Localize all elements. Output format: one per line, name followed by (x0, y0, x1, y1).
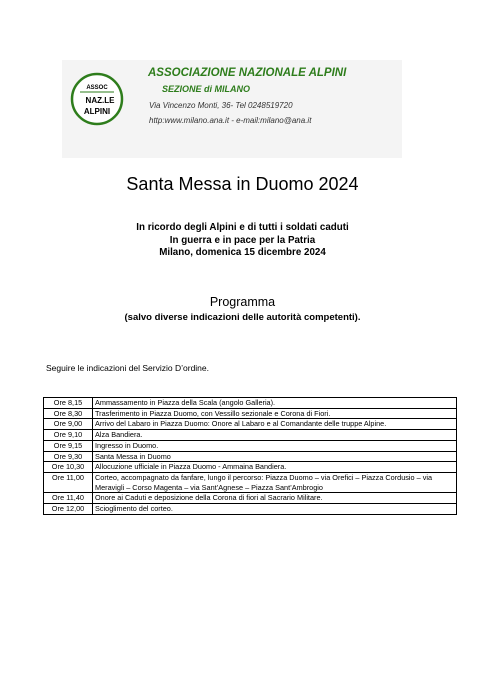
association-name: ASSOCIAZIONE NAZIONALE ALPINI (148, 67, 347, 79)
schedule-table (43, 397, 457, 515)
table-row (44, 472, 457, 492)
time-cell: Ore 12,00 (44, 504, 93, 515)
intro-line: Milano, domenica 15 dicembre 2024 (159, 247, 326, 258)
time-cell: Ore 11,00 (44, 472, 93, 492)
activity-cell: Ammassamento in Piazza della Scala (angolo Galleria). (93, 398, 457, 409)
activity-cell: Arrivo del Labaro in Piazza Duomo: Onore al Labaro e al Comandante delle truppe Alpine. (93, 419, 457, 430)
activity-cell: Allocuzione ufficiale in Piazza Duomo - Ammaina Bandiera. (93, 462, 457, 473)
ana-logo (70, 72, 124, 126)
time-cell: Ore 9,30 (44, 451, 93, 462)
table-row (44, 451, 457, 462)
address: Via Vincenzo Monti, 36- Tel 0248519720 (149, 101, 293, 110)
intro (0, 222, 485, 260)
activity-cell: Corteo, accompagnato da fanfare, lungo il percorso: Piazza Duomo – via Orefici – Piazza Cordusio – via Meravigli – Corso Magenta – via Sant’Agnese – Piazza Sant’Ambrogio (93, 472, 457, 492)
page-title: Santa Messa in Duomo 2024 (126, 174, 359, 194)
table-row (44, 398, 457, 409)
section-name: SEZIONE di MILANO (162, 84, 251, 94)
time-cell: Ore 9,10 (44, 430, 93, 441)
time-cell: Ore 9,15 (44, 440, 93, 451)
logo-alpini-text: ALPINI (83, 107, 111, 116)
table-row (44, 408, 457, 419)
program-subtitle: (salvo diverse indicazioni delle autorità competenti). (124, 312, 361, 323)
program-title: Programma (209, 295, 276, 309)
logo-naz-text: NAZ.LE (85, 96, 115, 105)
service-note: Seguire le indicazioni del Servizio D’ordine. (46, 363, 210, 373)
table-row (44, 504, 457, 515)
intro-line: In ricordo degli Alpini e di tutti i soldati caduti (136, 222, 349, 233)
activity-cell: Santa Messa in Duomo (93, 451, 457, 462)
time-cell: Ore 9,00 (44, 419, 93, 430)
time-cell: Ore 10,30 (44, 462, 93, 473)
activity-cell: Alza Bandiera. (93, 430, 457, 441)
activity-cell: Trasferimento in Piazza Duomo, con Vessillo sezionale e Corona di Fiori. (93, 408, 457, 419)
activity-cell: Ingresso in Duomo. (93, 440, 457, 451)
table-row (44, 493, 457, 504)
table-row (44, 430, 457, 441)
activity-cell: Scioglimento del corteo. (93, 504, 457, 515)
time-cell: Ore 8,15 (44, 398, 93, 409)
time-cell: Ore 11,40 (44, 493, 93, 504)
time-cell: Ore 8,30 (44, 408, 93, 419)
logo-top-text: ASSOC (86, 85, 108, 91)
activity-cell: Onore ai Caduti e deposizione della Corona di fiori al Sacrario Militare. (93, 493, 457, 504)
table-row (44, 462, 457, 473)
table-row (44, 440, 457, 451)
intro-line: In guerra e in pace per la Patria (169, 234, 316, 246)
table-row (44, 419, 457, 430)
web-contact: http:www.milano.ana.it - e-mail:milano@ana.it (149, 116, 312, 125)
